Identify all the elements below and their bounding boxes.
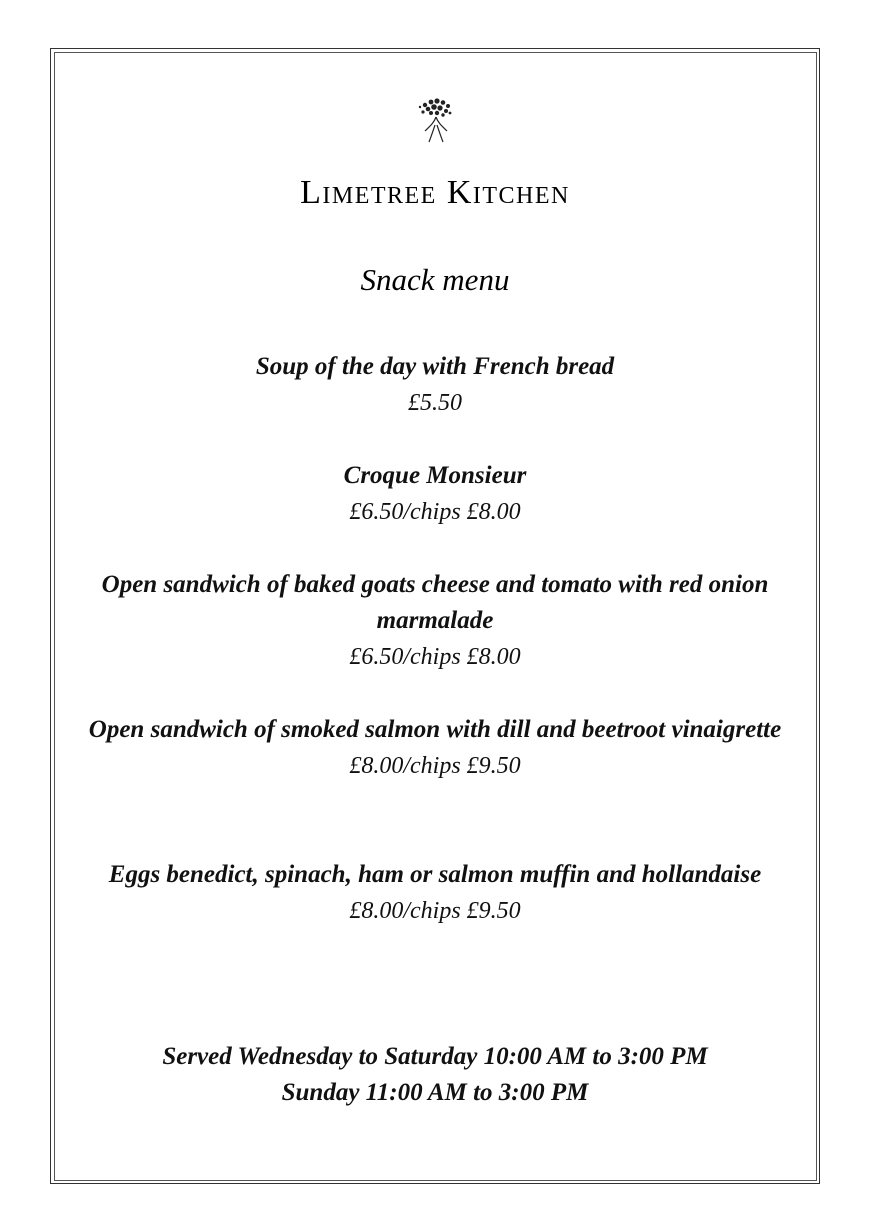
menu-item-price: £8.00/chips £9.50 xyxy=(349,898,521,924)
serving-hours xyxy=(60,1039,810,1111)
menu-item-price: £6.50/chips £8.00 xyxy=(349,499,521,525)
menu-item-name: Croque Monsieur xyxy=(343,462,527,489)
tree-logo-icon xyxy=(417,97,455,143)
menu-item xyxy=(80,349,790,421)
serving-hours-weekdays: Served Wednesday to Saturday 10:00 AM to 3:00 PM xyxy=(162,1043,708,1070)
menu-item xyxy=(80,857,790,929)
menu-item-price: £8.00/chips £9.50 xyxy=(349,753,521,779)
menu-item-name: Soup of the day with French bread xyxy=(255,353,615,380)
menu-item xyxy=(80,567,790,675)
restaurant-name: Limetree Kitchen xyxy=(300,174,570,211)
menu-item-price: £6.50/chips £8.00 xyxy=(349,644,521,670)
menu-item xyxy=(80,458,790,530)
menu-item-name: Open sandwich of baked goats cheese and tomato with red onion marmalade xyxy=(101,571,769,634)
serving-hours-sunday: Sunday 11:00 AM to 3:00 PM xyxy=(281,1079,589,1106)
menu-item-name: Open sandwich of smoked salmon with dill and beetroot vinaigrette xyxy=(88,716,782,743)
menu-item-name: Eggs benedict, spinach, ham or salmon muffin and hollandaise xyxy=(108,861,762,888)
menu-item xyxy=(80,712,790,784)
menu-title: Snack menu xyxy=(360,262,510,297)
menu-item-price: £5.50 xyxy=(408,390,462,416)
